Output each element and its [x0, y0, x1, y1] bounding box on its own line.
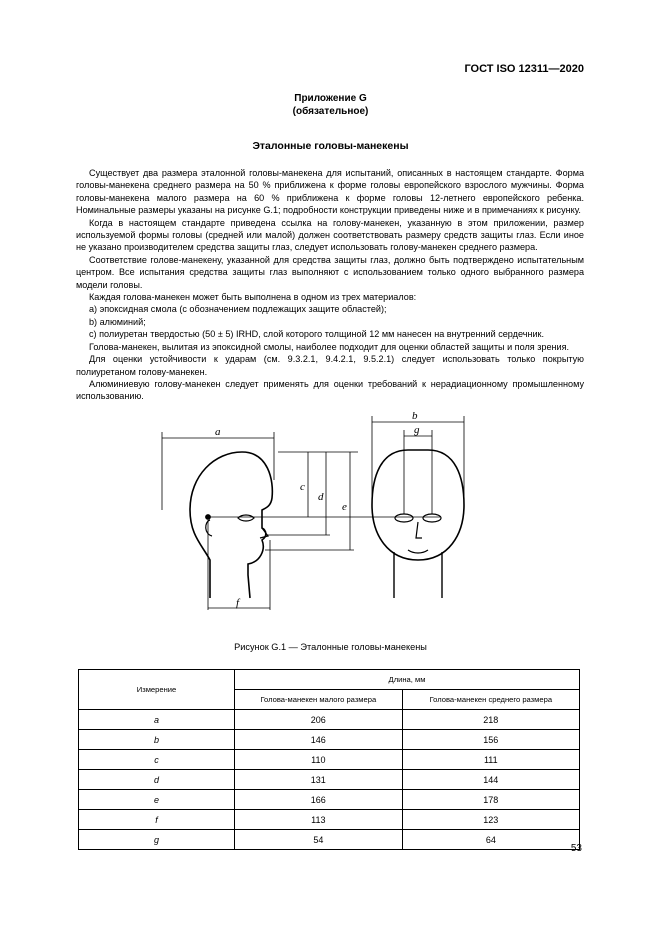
front-right-eye	[423, 514, 441, 522]
cell-small: 166	[235, 790, 403, 810]
cell-dim: d	[79, 770, 235, 790]
appendix-heading	[0, 92, 661, 118]
header-small: Голова-манекен малого размера	[235, 690, 403, 710]
appendix-title: Приложение G	[294, 93, 367, 104]
cell-small: 131	[235, 770, 403, 790]
cell-dim: g	[79, 830, 235, 850]
cell-dim: f	[79, 810, 235, 830]
cell-dim: a	[79, 710, 235, 730]
cell-medium: 156	[402, 730, 579, 750]
label-f: f	[236, 597, 240, 609]
table-row	[79, 750, 580, 770]
figure-dummy-heads	[150, 410, 490, 610]
cell-small: 146	[235, 730, 403, 750]
front-nose	[416, 522, 422, 538]
appendix-status: (обязательное)	[292, 106, 369, 117]
label-a: a	[215, 426, 221, 438]
label-e: e	[342, 501, 347, 513]
paragraph: Каждая голова-манекен может быть выполнена в одном из трех материалов:	[89, 292, 417, 303]
cell-small: 54	[235, 830, 403, 850]
table-row	[79, 810, 580, 830]
list-item: c) полиуретан твердостью (50 ± 5) IRHD, слой которого толщиной 12 мм нанесен на внутренний сердечник.	[89, 329, 545, 340]
list-item: a) эпоксидная смола (с обозначением подлежащих защите областей);	[89, 304, 387, 315]
cell-medium: 178	[402, 790, 579, 810]
cell-medium: 111	[402, 750, 579, 770]
paragraph: Для оценки устойчивости к ударам (см. 9.3.2.1, 9.4.2.1, 9.5.2.1) следует использовать только покрытую полиуретаном голову-манекен.	[76, 354, 584, 377]
table-row	[79, 710, 580, 730]
cell-medium: 123	[402, 810, 579, 830]
paragraph: Алюминиевую голову-манекен следует применять для оценки требований к нерадиационному промышленному использованию.	[76, 378, 584, 402]
label-b: b	[412, 410, 418, 422]
dimensions-table	[78, 669, 580, 850]
dummy-heads-drawing	[150, 410, 490, 610]
profile-eye	[238, 515, 254, 521]
label-d: d	[318, 491, 324, 503]
cell-small: 113	[235, 810, 403, 830]
body-text	[76, 167, 584, 403]
table-row	[79, 770, 580, 790]
table-row	[79, 730, 580, 750]
cell-medium: 144	[402, 770, 579, 790]
profile-ear	[206, 520, 212, 536]
label-c: c	[300, 481, 305, 493]
section-title: Эталонные головы-манекены	[252, 140, 409, 152]
front-mouth	[408, 550, 428, 553]
table-row	[79, 830, 580, 850]
list-item: b) алюминий;	[89, 316, 146, 327]
cell-medium: 64	[402, 830, 579, 850]
cell-dim: b	[79, 730, 235, 750]
paragraph: Голова-манекен, вылитая из эпоксидной смолы, наиболее подходит для оценки областей защиты и поля зрения.	[89, 341, 570, 352]
cell-dim: e	[79, 790, 235, 810]
cell-medium: 218	[402, 710, 579, 730]
cell-dim: c	[79, 750, 235, 770]
page-number: 53	[570, 843, 582, 854]
front-left-eye	[395, 514, 413, 522]
paragraph: Когда в настоящем стандарте приведена ссылка на голову-манекен, указанную в этом приложении, размер используемой формы головы (средней или малой) должен соответствовать размеру средств защиты глаз. Если иное не указано производителем средства защиты глаз, следует использовать голову-манекен среднего размера.	[76, 217, 584, 253]
front-head-outline	[372, 450, 464, 560]
label-g: g	[414, 424, 420, 436]
cell-small: 110	[235, 750, 403, 770]
profile-head-outline	[190, 452, 272, 598]
paragraph: Соответствие голове-манекену, указанной для средства защиты глаз, должно быть подтверждено испытательным центром. Все испытания средства защиты глаз выполняют с использованием только одного выбранного размера модели головы.	[76, 254, 584, 290]
standard-code: ГОСТ ISO 12311—2020	[464, 63, 584, 75]
paragraph: Существует два размера эталонной головы-манекена для испытаний, описанных в настоящем стандарте. Форма головы-манекена среднего размера на 50 % приближена к форме головы европейского взрослого мужчины. Форма головы-манекена малого размера на 60 % приближена к форме головы 12-летнего европейского ребенка. Номинальные размеры указаны на рисунке G.1; подробности конструкции приведены ниже и в примечаниях к рисунку.	[76, 168, 584, 216]
front-neck	[394, 552, 442, 598]
cell-small: 206	[235, 710, 403, 730]
header-measure: Измерение	[79, 670, 235, 710]
header-length: Длина, мм	[235, 670, 580, 690]
figure-caption: Рисунок G.1 — Эталонные головы-манекены	[234, 642, 427, 652]
table-row	[79, 790, 580, 810]
header-medium: Голова-манекен среднего размера	[402, 690, 579, 710]
